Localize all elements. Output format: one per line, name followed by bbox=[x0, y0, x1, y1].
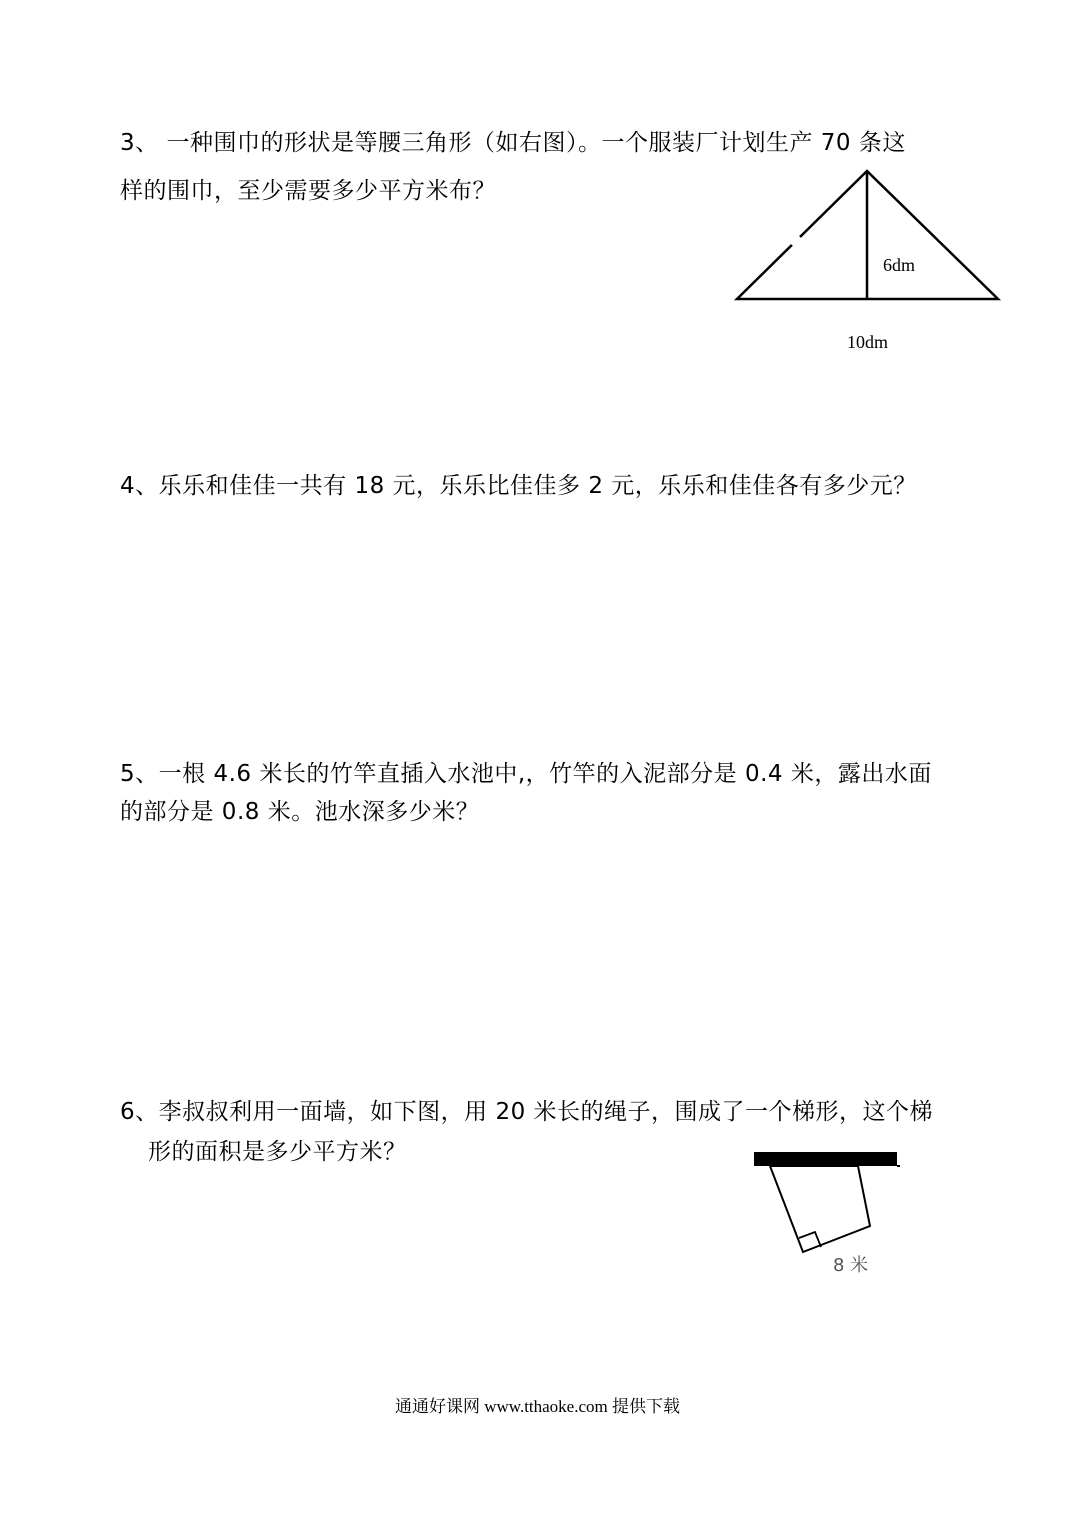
question-6-line-1: 6、李叔叔利用一面墙，如下图，用 20 米长的绳子，围成了一个梯形，这个梯 bbox=[120, 1099, 934, 1125]
trapezoid-side-label: 8 米 bbox=[833, 1255, 869, 1276]
question-4-line-1: 4、乐乐和佳佳一共有 18 元，乐乐比佳佳多 2 元，乐乐和佳佳各有多少元？ bbox=[120, 473, 917, 499]
question-3-line-1: 3、 一种围巾的形状是等腰三角形（如右图）。一个服装厂计划生产 70 条这 bbox=[120, 130, 906, 156]
question-5-line-2: 的部分是 0.8 米。池水深多少米？ bbox=[120, 799, 480, 825]
left-side-tick-gap bbox=[792, 237, 800, 245]
question-6-line-2: 形的面积是多少平方米？ bbox=[148, 1139, 407, 1165]
right-angle-marker bbox=[799, 1232, 821, 1247]
question-3-line-2: 样的围巾，至少需要多少平方米布？ bbox=[120, 178, 496, 204]
trapezoid-figure bbox=[745, 1145, 915, 1285]
wall-bar bbox=[754, 1152, 897, 1166]
triangle-height-label: 6dm bbox=[883, 255, 916, 275]
question-5-line-1: 5、一根 4.6 米长的竹竿直插入水池中,，竹竿的入泥部分是 0.4 米，露出水面 bbox=[120, 761, 932, 787]
triangle-base-label: 10dm bbox=[847, 332, 889, 352]
footer-text: 通通好课网 www.tthaoke.com 提供下载 bbox=[394, 1397, 681, 1416]
triangle-figure bbox=[720, 160, 1020, 360]
trapezoid-shape bbox=[770, 1166, 870, 1252]
